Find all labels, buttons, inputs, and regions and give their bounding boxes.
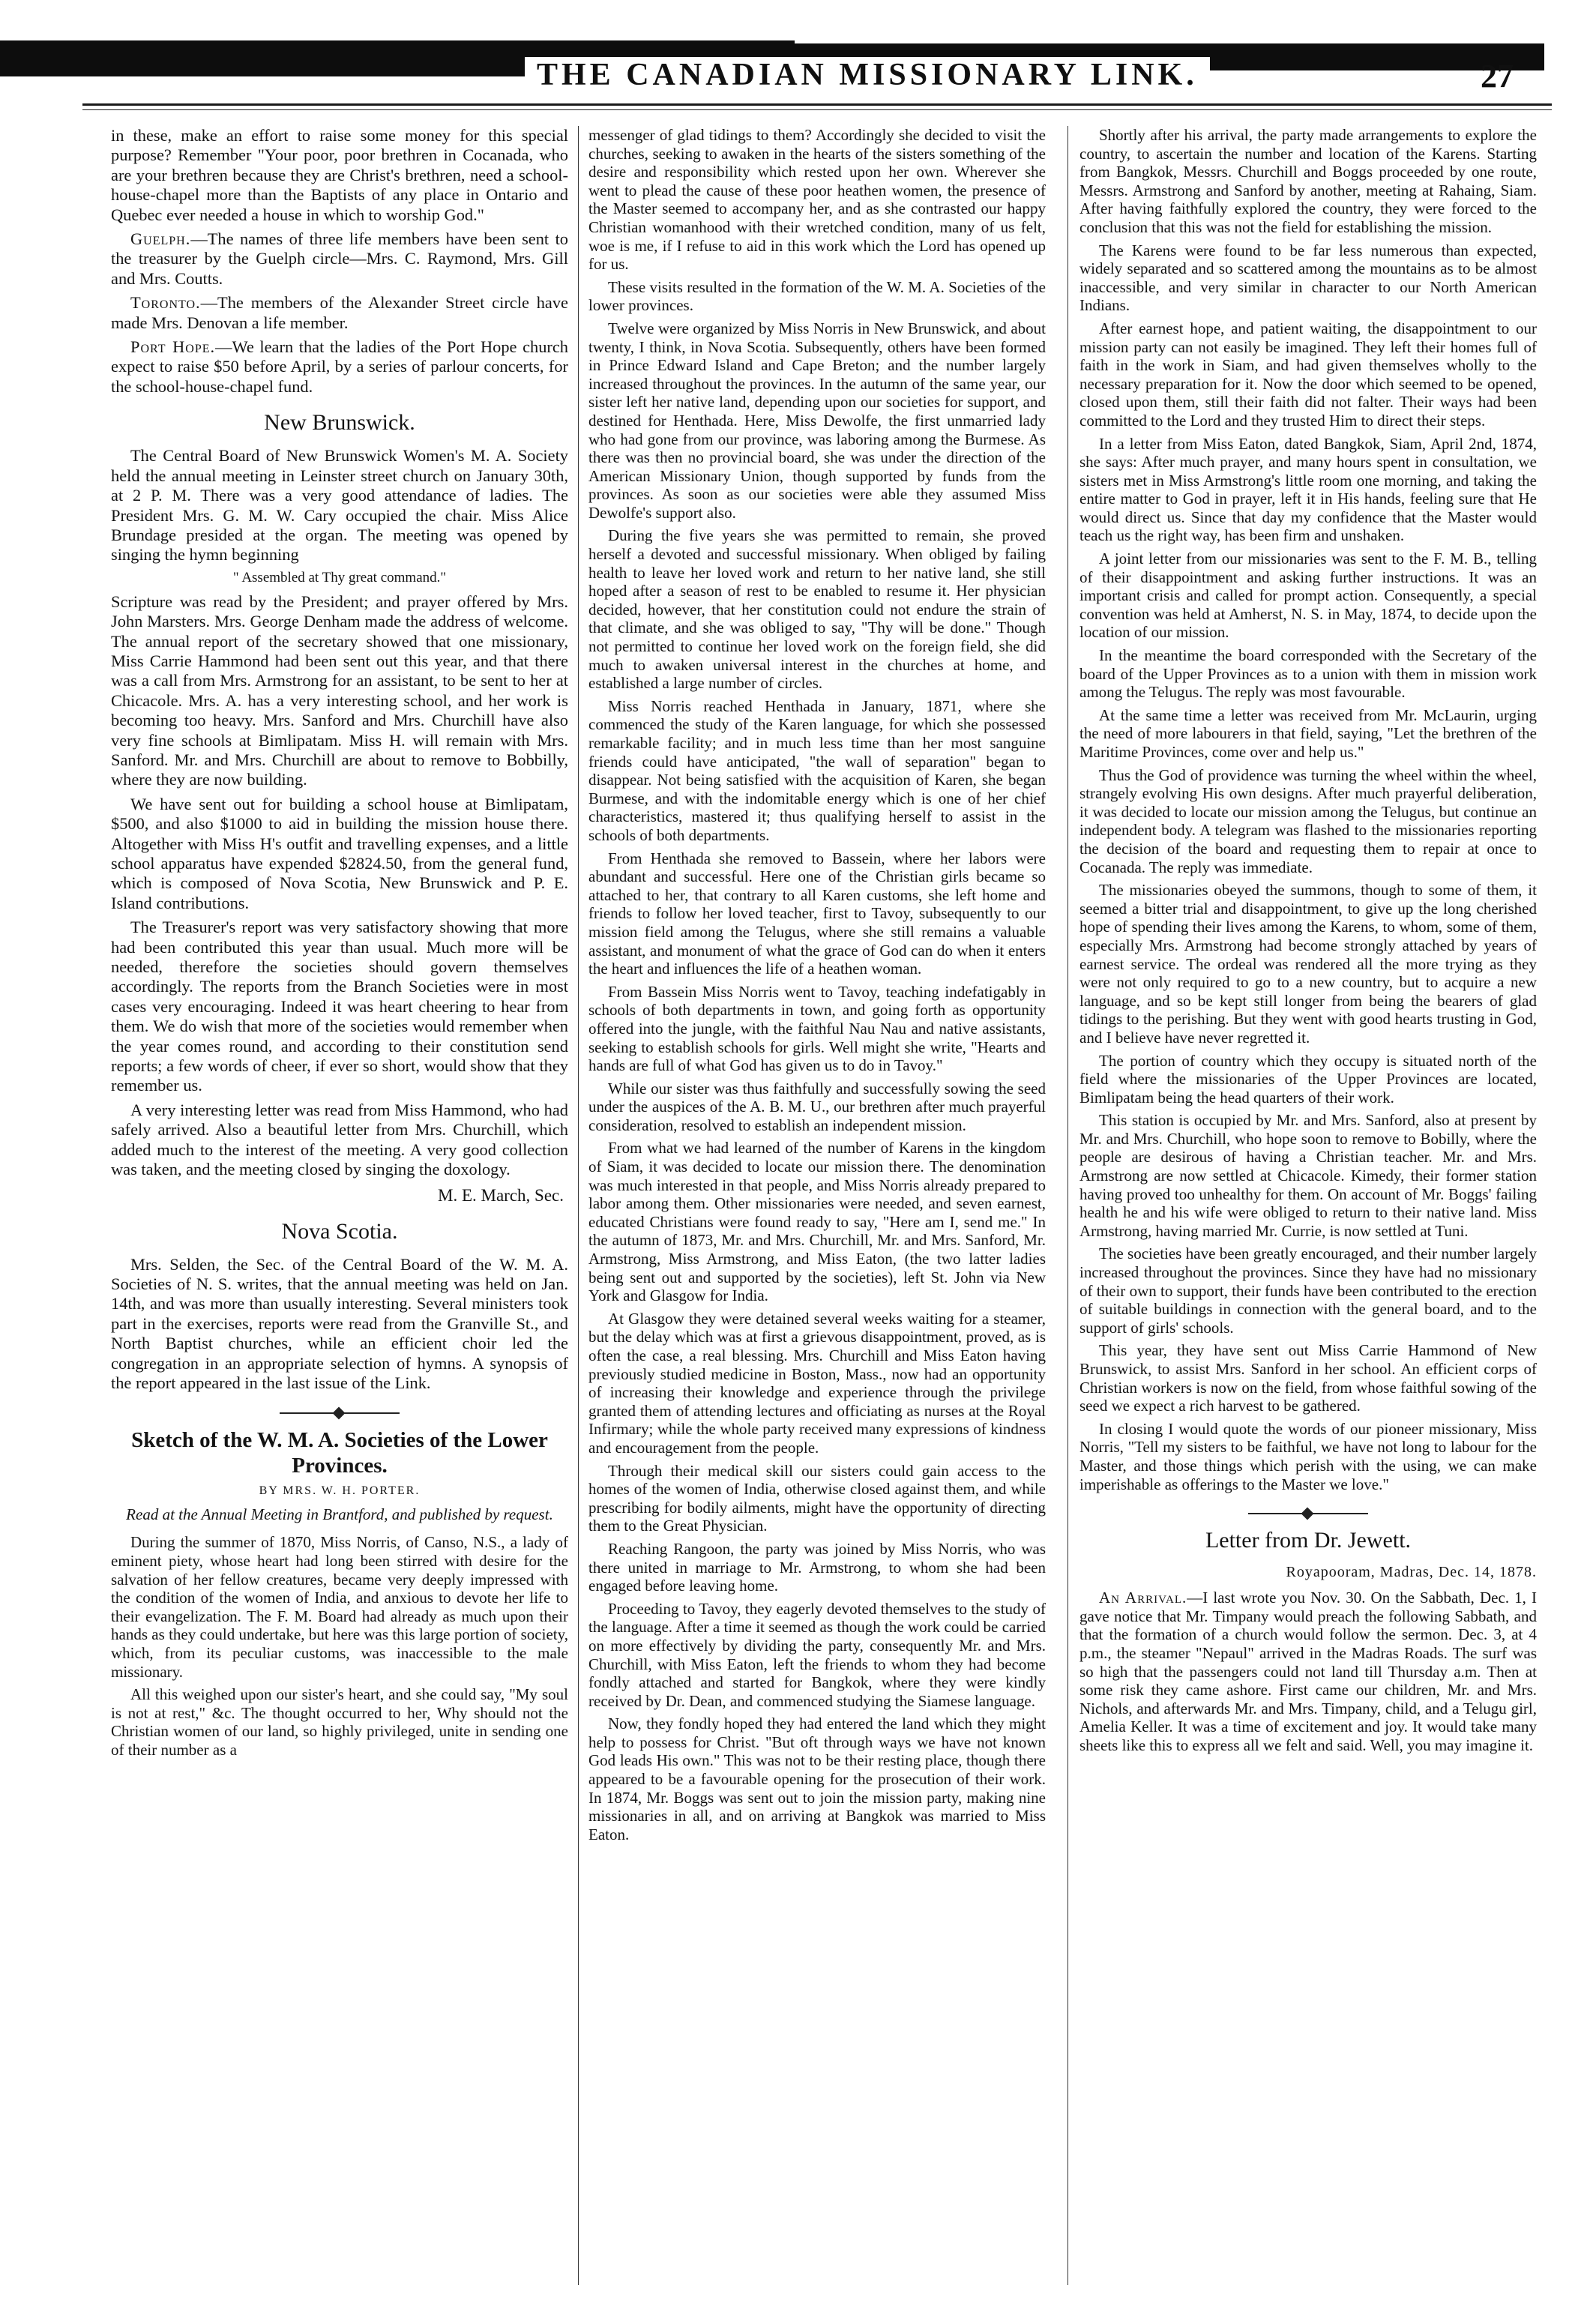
item-text: —I last wrote you Nov. 30. On the Sabbath, Dec. 1, I gave notice that Mr. Timpany would preach the following Sabbath, and that the formation of a church would follow the sermon. Dec. 3, at 4 p.m., the steamer "Nepaul" arrived in the Madras Roads. The surf was so high that the passengers could not land till Thursday a.m. Then at some risk they came ashore. First came our children, Mr. and Mrs. Nichols, and afterwards Mr. and Mrs. Timpany, child, and a Telugu girl, Amelia Keller. It was a time of excitement and joy. It would take many sheets like this to express all we felt and said. Well, you may imagine it. [1079,1589,1537,1754]
paragraph: A joint letter from our missionaries was sent to the F. M. B., telling of their disappointment and asking further instructions. It was an important crisis and called for prompt action. Consequently, a special convention was held at Amherst, N. S. in May, 1874, to decide upon the location of our mission. [1079,550,1537,642]
paragraph: Through their medical skill our sisters could gain access to the homes of the women of India, otherwise closed against them, and while prescribing for bodily ailments, might have the opportunity of directing them to the Great Physician. [588,1461,1046,1535]
item-lead: Toronto. [130,293,201,313]
paragraph: Miss Norris reached Henthada in January, 1871, where she commenced the study of the Karen language, for which she possessed remarkable facility; and in much less time than her most sanguine friends could have anticipated, "the wall of separation" began to disappear. Not being satisfied with the acquisition of Karen, she began Burmese, and with the indomitable energy which is one of her chief characteristics, mastered it; thus qualifying herself to assist in the schools of both departments. [588,696,1046,844]
ornament-divider [280,1412,400,1414]
paragraph: The societies have been greatly encouraged, and their number largely increased throughout the provinces. Since they have had no missionary of their own to support, their funds have been contributed to the erection of suitable buildings in connection with the general board, and to the support of girls' schools. [1079,1244,1537,1337]
paragraph: At Glasgow they were detained several weeks waiting for a steamer, but the delay which was at first a grievous disappointment, proved, as is often the case, a real blessing. Mrs. Churchill and Miss Eaton having previously studied medicine in Boston, Mass., now had an opportunity of increasing their knowledge and experience through the privilege granted them of attending lectures and officiating as nurses at the Royal Infirmary; while the whole party received many expressions of kindness and encouragement from the people. [588,1309,1046,1457]
paragraph: A very interesting letter was read from Miss Hammond, who had safely arrived. Also a beautiful letter from Mrs. Churchill, which added much to the interest of the meeting. A very good collection was taken, and the meeting closed by singing the doxology. [111,1100,568,1179]
paragraph: Now, they fondly hoped they had entered the land which they might help to possess for Christ. "But oft through ways we have not known God leads His own." This was not to be their resting place, though there appeared to be a favourable opening for the prosecution of their work. In 1874, Mr. Boggs was sent out to join the mission party, making nine missionaries in all, and on arriving at Bangkok was married to Miss Eaton. [588,1715,1046,1843]
paragraph: This station is occupied by Mr. and Mrs. Sanford, also at present by Mr. and Mrs. Churchill, who hope soon to remove to Bobilly, where the people are desirous of having a Christian teacher. Mr. and Mrs. Armstrong are now settled at Chicacole. Kimedy, their former station having proved too unhealthy for them. On account of Mr. Boggs' failing health he and his wife were obliged to return to their native land. Miss Armstrong, having married Mr. Currie, is now settled at Tuni. [1079,1111,1537,1240]
paragraph: All this weighed upon our sister's heart, and she could say, "My soul is not at rest," &c. The thought occurred to her, Why should not the Christian women of our land, so highly privileged, unite in sending one of their number as a [111,1685,568,1759]
paragraph: in these, make an effort to raise some money for this special purpose? Remember "Your poor, poor brethren in Cocanada, who are your brethren because they are Christ's brethren, need a school-house-chapel more than the Baptists of any place in Ontario and Quebec ever needed a house in which to worship God." [111,126,568,224]
paragraph: We have sent out for building a school house at Bimlipatam, $500, and also $1000 to aid in building the mission house there. Altogether with Miss H's outfit and travelling expenses, and a little school apparatus have expended $2824.50, from the general fund, which is composed of Nova Scotia, New Brunswick and P. E. Island contributions. [111,794,568,912]
signature: M. E. March, Sec. [438,1185,564,1205]
masthead-title: THE CANADIAN MISSIONARY LINK. [525,57,1210,93]
dateline: Royapooram, Madras, Dec. 14, 1878. [1286,1564,1537,1581]
paragraph: Scripture was read by the President; and prayer offered by Mrs. John Marsters. Mrs. George Denham made the address of welcome. The annual report of the secretary showed that one missionary, Miss Carrie Hammond had been sent out this year, and that there was a call from Mrs. Armstrong for an assistant, to be sent to her at Chicacole. Mrs. A. has a very interesting school, and her work is becoming too heavy. Mrs. Sanford and Mrs. Churchill have also very fine schools at Bimlipatam. Miss H. will remain with Mrs. Sanford. Mr. and Mrs. Churchill are about to remove to Bobbilly, where they are now building. [111,591,568,789]
paragraph: In closing I would quote the words of our pioneer missionary, Miss Norris, "Tell my sisters to be faithful, we have not long to labour for the Master, and those things which perish with the using, we can make imperishable as offerings to the Master we love." [1079,1419,1537,1493]
paragraph: These visits resulted in the formation of the W. M. A. Societies of the lower provinces. [588,277,1046,315]
paragraph: messenger of glad tidings to them? Accordingly she decided to visit the churches, seeking to awaken in the hearts of the sisters something of the desire and responsibility which rested upon her own. Wherever she went to plead the cause of these poor heathen women, the presence of the Master seemed to accompany her, and as she contrasted our happy Christian womanhood with their wretched condition, many of us felt, woe is me, if I refuse to aid in this work which the Lord has opened up for us. [588,126,1046,274]
column-divider-1 [578,126,579,2285]
paragraph [111,229,568,289]
paragraph: Mrs. Selden, the Sec. of the Central Board of the W. M. A. Societies of N. S. writes, that the annual meeting was held on Jan. 14th, and was more than usually interesting. Several ministers took part in the exercises, reports were read from the Granville St., and North Baptist churches, while an efficient choir led the congregation in an appropriate selection of hymns. A synopsis of the report appeared in the last issue of the Link. [111,1254,568,1392]
paragraph: In a letter from Miss Eaton, dated Bangkok, Siam, April 2nd, 1874, she says: After much prayer, and many hours spent in consultation, we sisters met in Miss Armstrong's little room one morning, and taking the entire matter to God in prayer, left it in His hands, feeling sure that He would direct us. Since that day my confidence that the Master would teach us the right way, has been firm and unshaken. [1079,434,1537,545]
paragraph: During the summer of 1870, Miss Norris, of Canso, N.S., a lady of eminent piety, whose heart had long been stirred with desire for the salvation of her fellow creatures, became very deeply impressed with the condition of the women of India, and anxious to devote her life to their evangelization. The F. M. Board had already as much upon their hands as they could undertake, but here was this large portion of society, which, from its peculiar customs, was inaccessible to the male missionary. [111,1533,568,1681]
paragraph: The missionaries obeyed the summons, though to some of them, it seemed a bitter trial and disappointment, to give up the long cherished hope of spending their lives among the Karens, to whom, some of them, especially Mrs. Armstrong had become strongly attached by years of earnest service. The ordeal was rendered all the more trying as they were not only required to go to a new country, but to acquire a new language, and so be kept still longer from being the bearers of glad tidings to the perishing. But they went with good hearts trusting in God, and I believe have never regretted it. [1079,881,1537,1047]
byline: BY MRS. W. H. PORTER. [259,1484,421,1498]
section-heading-nova-scotia: Nova Scotia. [281,1218,398,1244]
paragraph: From Bassein Miss Norris went to Tavoy, teaching indefatigably in schools of both departments in town, and going forth as opportunity offered into the jungle, with the faithful Nau Nau and native assistants, seeking to establish schools for girls. Well might she write, "Hearts and hands are full of what God has given us to do in Tavoy." [588,982,1046,1075]
paragraph: Twelve were organized by Miss Norris in New Brunswick, and about twenty, I think, in Nova Scotia. Subsequently, others have been formed in Prince Edward Island and Cape Breton; and the number largely increased throughout the provinces. In the autumn of the same year, our sister left her native land, depending upon our societies for support, and destined for Henthada. Here, Miss Dewolfe, the first unmarried lady who had gone from our province, was laboring among the Burmese. As there was then no provincial board, she was under the direction of the American Missionary Union, though supported by funds from the provinces. As soon as our societies were able they assumed Miss Dewolfe's support also. [588,319,1046,522]
column-divider-2 [1067,126,1068,2285]
item-text: —We learn that the ladies of the Port Hope church expect to raise $50 before April, by a series of parlour concerts, for the school-house-chapel fund. [111,337,568,396]
item-text: —The members of the Alexander Street circle have made Mrs. Denovan a life member. [111,293,568,332]
paragraph: Shortly after his arrival, the party made arrangements to explore the country, to ascertain the number and location of the Karens. Starting from Bangkok, Messrs. Churchill and Boggs proceeded by one route, Messrs. Armstrong and Sanford by another, meeting at Rahaing, Siam. After having faithfully explored the country, they were forced to the conclusion that this was not the field for establishing the mission. [1079,126,1537,236]
paragraph: The portion of country which they occupy is situated north of the field where the missionaries of the Upper Provinces are located, Bimlipatam being the head quarters of their work. [1079,1051,1537,1107]
page-number: 27 [1481,58,1514,94]
item-lead: Guelph. [130,229,191,249]
article-heading-letter: Letter from Dr. Jewett. [1205,1528,1412,1553]
paragraph [111,293,568,333]
paragraph: The Karens were found to be far less numerous than expected, widely separated and so scattered among the mountains as to be almost inaccessible, and very similar in character to our North American Indians. [1079,241,1537,315]
paragraph: Proceeding to Tavoy, they eagerly devoted themselves to the study of the language. After a time it seemed as though the work could be carried on more effectively by dividing the party, consequently Mr. and Mrs. Churchill, with Miss Eaton, left the friends to whom they had become fondly attached and started for Bangkok, where they were kindly received by Dr. Dean, and commenced studying the Siamese language. [588,1599,1046,1710]
column-3 [1079,126,1537,2285]
item-lead: An Arrival. [1099,1589,1187,1607]
column-2 [588,126,1046,2285]
paragraph: While our sister was thus faithfully and successfully sowing the seed under the auspices of the A. B. M. U., our brethren after much prayerful consideration, resolved to establish an independent mission. [588,1079,1046,1134]
paragraph: The Central Board of New Brunswick Women's M. A. Society held the annual meeting in Leinster street church on January 30th, at 2 P. M. There was a very good attendance of ladies. The President Mrs. G. M. W. Cary occupied the chair. Miss Alice Brundage presided at the organ. The meeting was opened by singing the hymn beginning [111,446,568,565]
paragraph: After earnest hope, and patient waiting, the disappointment to our mission party can not easily be imagined. They left their homes full of faith in the work in Siam, and had given themselves wholly to the necessary preparation for it. Now the door which seemed to be opened, closed upon them, still their faith did not falter. Their ways had been committed to the Lord and they trusted Him to direct their steps. [1079,319,1537,430]
masthead [0,40,1596,94]
hymn-quote: " Assembled at Thy great command." [232,569,447,585]
read-note: Read at the Annual Meeting in Brantford, and published by request. [126,1505,553,1524]
paragraph [1079,1589,1537,1754]
article-heading-sketch: Sketch of the W. M. A. Societies of the Lower Provinces. [131,1428,548,1478]
section-heading-new-brunswick: New Brunswick. [264,410,415,436]
paragraph: At the same time a letter was received from Mr. McLaurin, urging the need of more labourers in that field, saying, "Let the brethren of the Maritime Provinces, come over and help us." [1079,705,1537,761]
header-rule-thin [82,109,1552,110]
header-rule [82,103,1552,106]
paragraph: In the meantime the board corresponded with the Secretary of the board of the Upper Provinces as to a union with them in mission work among the Telugus. The reply was most favourable. [1079,646,1537,702]
column-1 [111,126,568,2285]
paragraph: This year, they have sent out Miss Carrie Hammond of New Brunswick, to assist Mrs. Sanford in her school. An efficient corps of Christian workers is now on the field, from whose faithful sowing of the seed we expect a rich harvest to be gathered. [1079,1341,1537,1415]
paragraph: Thus the God of providence was turning the wheel within the wheel, strangely evolving His own designs. After much prayerful deliberation, it was decided to locate our mission among the Telugus, but continue an independent body. A telegram was flashed to the missionaries reporting the decision of the board and requesting them to repair at once to Cocanada. The reply was immediate. [1079,765,1537,876]
ornament-divider [1248,1513,1368,1514]
paragraph [111,337,568,397]
item-lead: Port Hope. [130,337,216,357]
paragraph: The Treasurer's report was very satisfactory showing that more had been contributed this year than usual. Much more will be needed, therefore the societies should govern themselves accordingly. The reports from the Branch Societies were in most cases very encouraging. Indeed it was heart cheering to hear from them. We do wish that more of the societies would remember when the year comes round, and according to their constitution send reports; a few words of cheer, if ever so short, would show that they remember us. [111,918,568,1095]
paragraph: Reaching Rangoon, the party was joined by Miss Norris, who was there united in marriage to Mr. Armstrong, to whom she had been engaged before leaving home. [588,1539,1046,1595]
paragraph: During the five years she was permitted to remain, she proved herself a devoted and successful missionary. When obliged by failing health to leave her loved work and return to her native land, she still hoped after a season of rest to be enabled to resume it. Her physician decided, however, that her constitution could not endure the strain of that climate, and she was obliged to say, "Thy will be done." Though not permitted to continue her loved work on the foreign field, she did much to awaken universal interest in the churches at home, and established a large number of circles. [588,526,1046,693]
paragraph: From what we had learned of the number of Karens in the kingdom of Siam, it was decided to locate our mission there. The denomination was much interested in that people, and Miss Norris already prepared to labor among them. Other missionaries were needed, and seven earnest, educated Christians were found ready to say, "Here am I, send me." In the autumn of 1873, Mr. and Mrs. Churchill, Mr. and Mrs. Sanford, Mr. Armstrong, Miss Armstrong, and Miss Eaton, (the two latter ladies being sent out and supported by the societies), left St. John via New York and Glasgow for India. [588,1139,1046,1305]
paragraph: From Henthada she removed to Bassein, where her labors were abundant and successful. Here one of the Christian girls became so attached to her, that contrary to all Karen customs, she left home and friends to follow her loved teacher, first to Tavoy, subsequently to our mission field among the Telugus, where she still remains a valuable assistant, and monument of what the grace of God can do when it enters the heart and influences the life of a heathen woman. [588,849,1046,978]
item-text: —The names of three life members have been sent to the treasurer by the Guelph circle—Mrs. C. Raymond, Mrs. Gill and Mrs. Coutts. [111,229,568,288]
